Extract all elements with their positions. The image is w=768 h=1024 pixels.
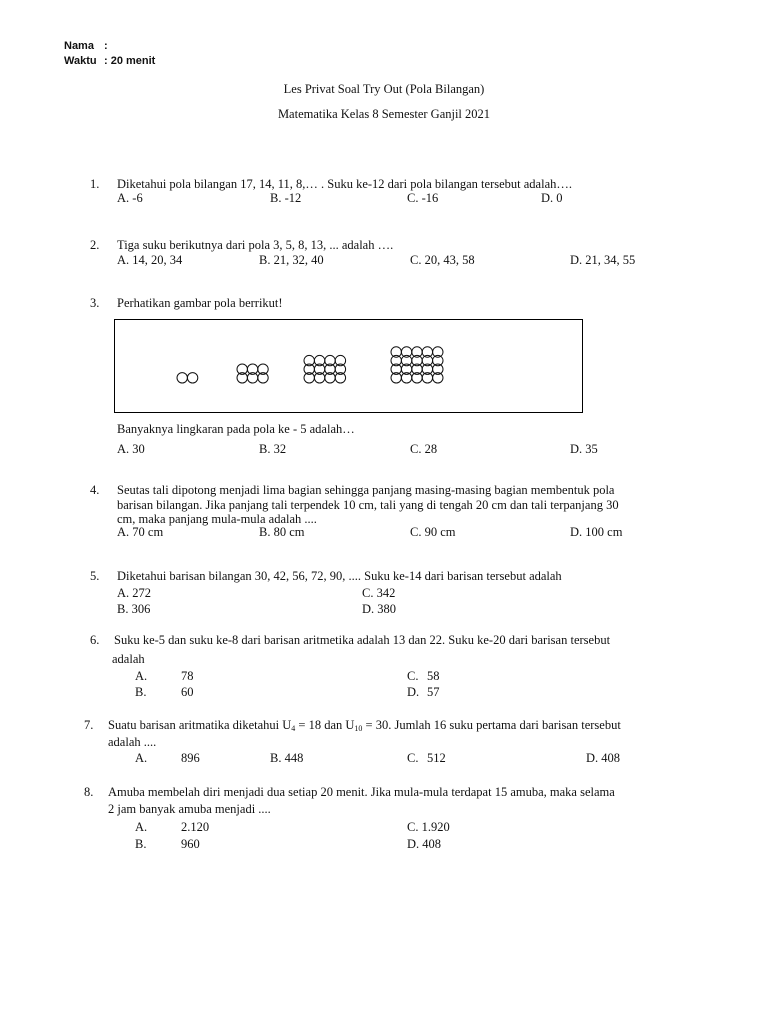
option-a: A. 272	[117, 586, 152, 600]
question-number: 6.	[90, 633, 100, 647]
option-a: A. 14, 20, 34	[117, 253, 183, 267]
question-number: 5.	[90, 569, 100, 583]
option-a-letter: A.	[135, 820, 148, 834]
option-a: A. -6	[117, 191, 143, 205]
pattern-term-2	[237, 364, 268, 383]
option-a: A. 70 cm	[117, 525, 164, 539]
pattern-term-4	[391, 347, 443, 383]
nama-separator: :	[104, 40, 108, 52]
option-a-value: 2.120	[181, 820, 210, 834]
nama-label: Nama	[64, 40, 94, 52]
option-a-letter: A.	[135, 751, 148, 765]
text-part: = 30. Jumlah 16 suku pertama dari barisan tersebut	[362, 718, 621, 732]
option-b: B. 80 cm	[259, 525, 305, 539]
waktu-value: : 20 menit	[104, 55, 156, 67]
question-text: Diketahui pola bilangan 17, 14, 11, 8,… . Suku ke-12 dari pola bilangan tersebut adalah….	[117, 177, 572, 191]
option-d: D. 408	[586, 751, 621, 765]
option-b: B. 306	[117, 602, 151, 616]
option-d: D. 408	[407, 837, 442, 851]
question-number: 4.	[90, 483, 100, 497]
circle-pattern-figure	[114, 319, 583, 413]
pattern-term-3	[304, 355, 346, 383]
question-text-line-1: Amuba membelah diri menjadi dua setiap 20 menit. Jika mula-mula terdapat 15 amuba, maka selama	[108, 785, 615, 799]
question-text: Diketahui barisan bilangan 30, 42, 56, 72, 90, .... Suku ke-14 dari barisan tersebut adalah	[117, 569, 562, 583]
question-text-line-1: Seutas tali dipotong menjadi lima bagian sehingga panjang masing-masing bagian membentuk pola	[117, 483, 615, 497]
document-title: Les Privat Soal Try Out (Pola Bilangan)	[283, 82, 485, 96]
subscript: 4	[291, 724, 296, 733]
option-c-value: 512	[427, 751, 446, 765]
text-part: Suatu barisan aritmatika diketahui U	[108, 718, 292, 732]
question-number: 8.	[84, 785, 94, 799]
option-b: B. -12	[270, 191, 302, 205]
option-a-letter: A.	[135, 669, 148, 683]
option-b: B. 21, 32, 40	[259, 253, 324, 267]
question-text-line-2: adalah	[112, 652, 145, 666]
question-text	[108, 718, 621, 733]
option-a: A. 30	[117, 442, 145, 456]
option-d-letter: D.	[407, 685, 420, 699]
text-part: = 18 dan U	[295, 718, 355, 732]
question-prompt: Banyaknya lingkaran pada pola ke - 5 adalah…	[117, 422, 355, 436]
option-d: D. 35	[570, 442, 598, 456]
option-c-letter: C.	[407, 669, 419, 683]
option-c: C. 1.920	[407, 820, 450, 834]
option-c: C. 90 cm	[410, 525, 456, 539]
document-subtitle: Matematika Kelas 8 Semester Ganjil 2021	[277, 107, 491, 121]
question-text-line-2: barisan bilangan. Jika panjang tali terpendek 10 cm, tali yang di tengah 20 cm dan tali terpanjang 30	[117, 498, 619, 512]
option-c: C. 20, 43, 58	[410, 253, 475, 267]
option-a-value: 78	[181, 669, 194, 683]
option-a-value: 896	[181, 751, 200, 765]
option-c-letter: C.	[407, 751, 419, 765]
option-b: B. 32	[259, 442, 287, 456]
option-c: C. -16	[407, 191, 439, 205]
option-d-value: 57	[427, 685, 440, 699]
option-c: C. 342	[362, 586, 396, 600]
pattern-term-1	[177, 373, 198, 383]
option-d: D. 0	[541, 191, 563, 205]
pattern-circle	[177, 373, 187, 383]
option-b-letter: B.	[135, 837, 147, 851]
question-number: 7.	[84, 718, 94, 732]
question-text-line-3: cm, maka panjang mula-mula adalah ....	[117, 512, 317, 526]
option-b-value: 60	[181, 685, 194, 699]
waktu-label: Waktu	[64, 55, 97, 67]
question-text: Perhatikan gambar pola berrikut!	[117, 296, 283, 310]
question-text: Tiga suku berikutnya dari pola 3, 5, 8, 13, ... adalah ….	[117, 238, 394, 252]
question-text-line-2: 2 jam banyak amuba menjadi ....	[108, 802, 271, 816]
pattern-circle	[187, 373, 197, 383]
question-number: 2.	[90, 238, 100, 252]
subscript: 10	[354, 724, 363, 733]
option-c-value: 58	[427, 669, 440, 683]
question-number: 1.	[90, 177, 100, 191]
option-c: C. 28	[410, 442, 438, 456]
option-d: D. 21, 34, 55	[570, 253, 636, 267]
option-d: D. 380	[362, 602, 397, 616]
question-text-line-2: adalah ....	[108, 735, 157, 749]
circle-pattern-svg	[115, 320, 584, 414]
option-b-letter: B.	[135, 685, 147, 699]
question-text-line-1: Suku ke-5 dan suku ke-8 dari barisan aritmetika adalah 13 dan 22. Suku ke-20 dari barisan tersebut	[114, 633, 611, 647]
option-b-value: 960	[181, 837, 200, 851]
option-d: D. 100 cm	[570, 525, 623, 539]
question-number: 3.	[90, 296, 100, 310]
option-b: B. 448	[270, 751, 304, 765]
